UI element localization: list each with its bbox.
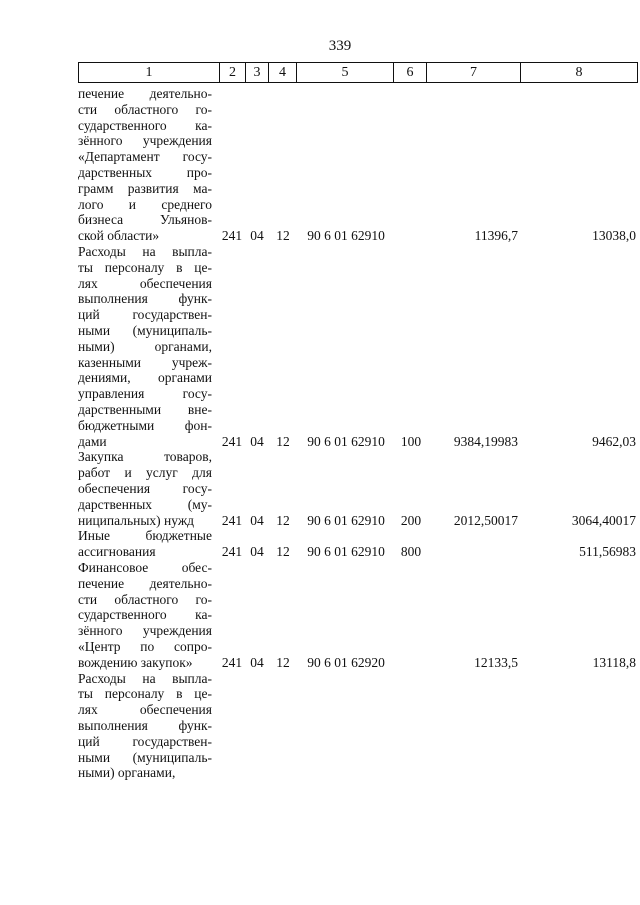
cell-col-2: 241 [221,433,243,449]
description-line: выполнения функ- [78,291,212,307]
cell-col-7: 2012,50017 [453,512,518,528]
description-line: Финансовое обес- [78,560,212,575]
description-line: Закупка товаров, [78,449,212,465]
row-description [78,528,212,560]
description-line: сти областного го- [78,591,212,607]
description-line: зённого учреждения [78,623,212,639]
description-line: бизнеса Ульянов- [78,212,212,228]
cell-col-4: 12 [276,512,290,528]
description-line: «Департамент госу- [78,149,212,165]
cell-col-2: 241 [221,512,243,528]
cell-col-2: 241 [221,544,243,560]
description-line: управления госу- [78,386,212,402]
column-header-7: 7 [427,63,521,82]
cell-col-3: 04 [250,544,264,560]
cell-col-3: 04 [250,654,264,670]
row-description [78,449,212,528]
description-line: работ и услуг для [78,465,212,481]
cell-col-5: 90 6 01 62910 [307,433,385,449]
column-header-6: 6 [394,63,427,82]
cell-col-8: 511,56983 [579,544,636,560]
column-header-4: 4 [269,63,297,82]
row-description [78,86,212,244]
description-line: лях обеспечения [78,702,212,718]
description-line: печение деятельно- [78,575,212,591]
description-line: дарственных про- [78,164,212,180]
cell-col-5: 90 6 01 62910 [307,228,385,244]
description-line: лях обеспечения [78,275,212,291]
row-description [78,671,212,782]
description-line: выполнения функ- [78,717,212,733]
description-line: дами [78,433,107,449]
page-number: 339 [328,38,352,54]
description-line: ными) органами, [78,765,176,781]
cell-col-4: 12 [276,433,290,449]
description-line: казенными учреж- [78,354,212,370]
cell-col-5: 90 6 01 62910 [307,512,385,528]
description-line: ты персоналу в це- [78,259,212,275]
cell-col-3: 04 [250,228,264,244]
cell-col-7: 11396,7 [474,228,518,244]
description-line: ными (муниципаль- [78,749,212,765]
description-line: ными (муниципаль- [78,322,212,338]
description-line: сударственного ка- [78,607,212,623]
cell-col-6: 200 [400,512,422,528]
description-line: дарственных (му- [78,496,212,512]
description-line: вождению закупок» [78,654,193,670]
description-line: ниципальных) нужд [78,512,195,528]
description-line: сти областного го- [78,101,212,117]
description-line: дарственными вне- [78,401,212,417]
column-header-8: 8 [521,63,638,82]
cell-col-8: 13038,0 [592,228,636,244]
description-line: Иные бюджетные [78,528,212,544]
cell-col-6: 100 [400,433,422,449]
description-line: «Центр по сопро- [78,638,212,654]
row-description [78,560,212,671]
column-header-3: 3 [246,63,269,82]
cell-col-7: 9384,19983 [453,433,518,449]
description-line: ций государствен- [78,307,212,323]
column-header-2: 2 [220,63,246,82]
table-header [78,62,638,83]
description-line: Расходы на выпла- [78,670,212,686]
description-line: дениями, органами [78,370,212,386]
description-line: обеспечения госу- [78,480,212,496]
description-line: ными) органами, [78,338,212,354]
row-description [78,244,212,449]
description-line: бюджетными фон- [78,417,212,433]
cell-col-2: 241 [221,654,243,670]
cell-col-8: 13118,8 [592,654,636,670]
column-header-5: 5 [297,63,394,82]
description-line: ты персоналу в це- [78,686,212,702]
cell-col-7: 12133,5 [474,654,518,670]
description-line: зённого учреждения [78,133,212,149]
description-line: грамм развития ма- [78,180,212,196]
description-line: Расходы на выпла- [78,244,212,259]
cell-col-8: 3064,40017 [571,512,636,528]
description-line: печение деятельно- [78,86,212,101]
cell-col-2: 241 [221,228,243,244]
cell-col-4: 12 [276,228,290,244]
description-line: ассигнования [78,544,156,560]
cell-col-5: 90 6 01 62910 [307,544,385,560]
cell-col-5: 90 6 01 62920 [307,654,385,670]
cell-col-3: 04 [250,512,264,528]
cell-col-4: 12 [276,654,290,670]
description-line: ций государствен- [78,733,212,749]
cell-col-3: 04 [250,433,264,449]
description-line: ской области» [78,228,160,244]
column-header-1: 1 [79,63,220,82]
description-line: сударственного ка- [78,117,212,133]
description-line: лого и среднего [78,196,212,212]
cell-col-6: 800 [400,544,422,560]
cell-col-8: 9462,03 [592,433,636,449]
cell-col-4: 12 [276,544,290,560]
